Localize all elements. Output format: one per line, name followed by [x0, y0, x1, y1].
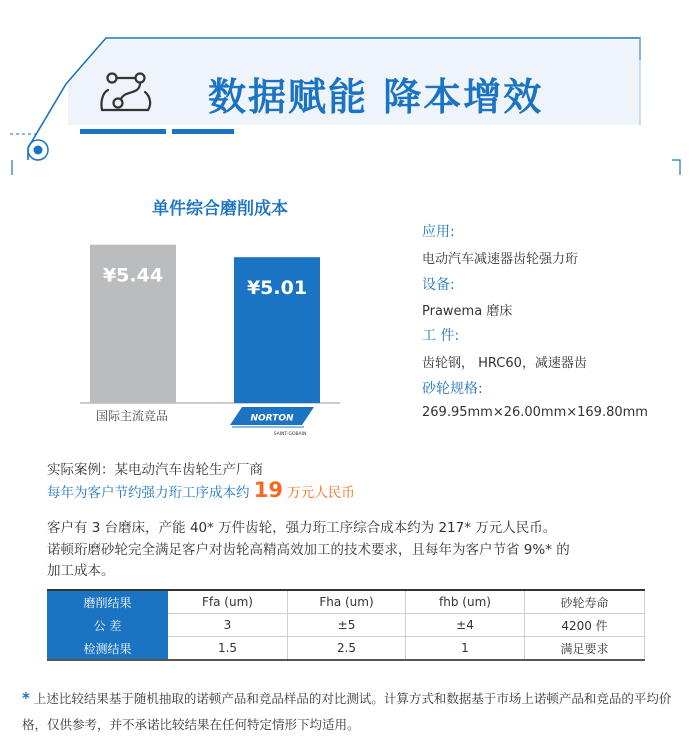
- table-row: [48, 590, 645, 614]
- saving-unit: 万元人民币: [287, 485, 355, 501]
- target-circle-icon: [28, 140, 48, 160]
- table-cell: 4200 件: [525, 614, 645, 637]
- table-cell: 砂轮寿命: [525, 590, 645, 614]
- footnote-text: 上述比较结果基于随机抽取的诺顿产品和竞品样品的对比测试。计算方式和数据基于市场上诺顿产品和竞品的平均价格，仅供参考，并不承诺比较结果在任何特定情形下均适用。: [22, 691, 672, 732]
- table-cell: 磨削结果: [48, 590, 168, 614]
- results-table: [47, 589, 645, 661]
- table-cell: 2.5: [288, 637, 406, 661]
- spec-key-application: 应用:: [422, 224, 455, 240]
- table-row: [48, 614, 645, 637]
- case-paragraph-3: 加工成本。: [47, 563, 115, 579]
- footnote: [22, 685, 677, 738]
- table-cell: 1: [406, 637, 525, 661]
- table-cell: 满足要求: [525, 637, 645, 661]
- table-cell: 检测结果: [48, 637, 168, 661]
- case-paragraph-1: 客户有 3 台磨床，产能 40* 万件齿轮，强力珩工序综合成本约为 217* 万元人民币。: [47, 520, 557, 536]
- spec-key-workpiece: 工 件:: [422, 328, 460, 344]
- table-cell: fhb (um): [406, 590, 525, 614]
- table-cell: 公 差: [48, 614, 168, 637]
- spec-key-equipment: 设备:: [422, 277, 455, 293]
- spec-value-workpiece: 齿轮钢， HRC60，减速器齿: [422, 356, 587, 371]
- spec-value-wheel-spec: 269.95mm×26.00mm×169.80mm: [422, 405, 648, 420]
- table-cell: ±4: [406, 614, 525, 637]
- bar-value-label-0: ¥5.44: [102, 264, 164, 287]
- case-paragraph-2: 诺顿珩磨砂轮完全满足客户对齿轮高精高效加工的技术要求，且每年为客户节省 9%* 的: [47, 542, 570, 558]
- chart-title: 单件综合磨削成本: [152, 199, 288, 219]
- page-title: 数据赋能 降本增效: [208, 75, 544, 119]
- bar-value-label-1: ¥5.01: [246, 277, 308, 300]
- footnote-star: *: [22, 689, 30, 707]
- table-cell: Ffa (um): [168, 590, 288, 614]
- table-row: [48, 637, 645, 661]
- table-cell: 3: [168, 614, 288, 637]
- saving-value: 19: [253, 478, 284, 502]
- cost-bar-chart: [80, 225, 340, 410]
- accent-bar-2: [172, 129, 234, 134]
- table-cell: ±5: [288, 614, 406, 637]
- page-frame-right: [672, 160, 680, 175]
- spec-value-equipment: Prawema 磨床: [422, 304, 513, 319]
- table-cell: 1.5: [168, 637, 288, 661]
- accent-bar-1: [80, 129, 166, 134]
- norton-logo: [228, 405, 316, 439]
- saving-prefix: 每年为客户节约强力珩工序成本约: [47, 485, 250, 501]
- category-label-competitor: 国际主流竞品: [95, 409, 168, 423]
- norton-logo-subtext: SAINT-GOBAIN: [273, 432, 307, 437]
- spec-value-application: 电动汽车减速器齿轮强力珩: [422, 252, 579, 267]
- case-title: 实际案例：某电动汽车齿轮生产厂商: [47, 462, 263, 478]
- norton-logo-text: NORTON: [250, 413, 294, 424]
- saving-line: [47, 478, 355, 502]
- table-cell: Fha (um): [288, 590, 406, 614]
- spec-key-wheel-spec: 砂轮规格:: [422, 381, 483, 397]
